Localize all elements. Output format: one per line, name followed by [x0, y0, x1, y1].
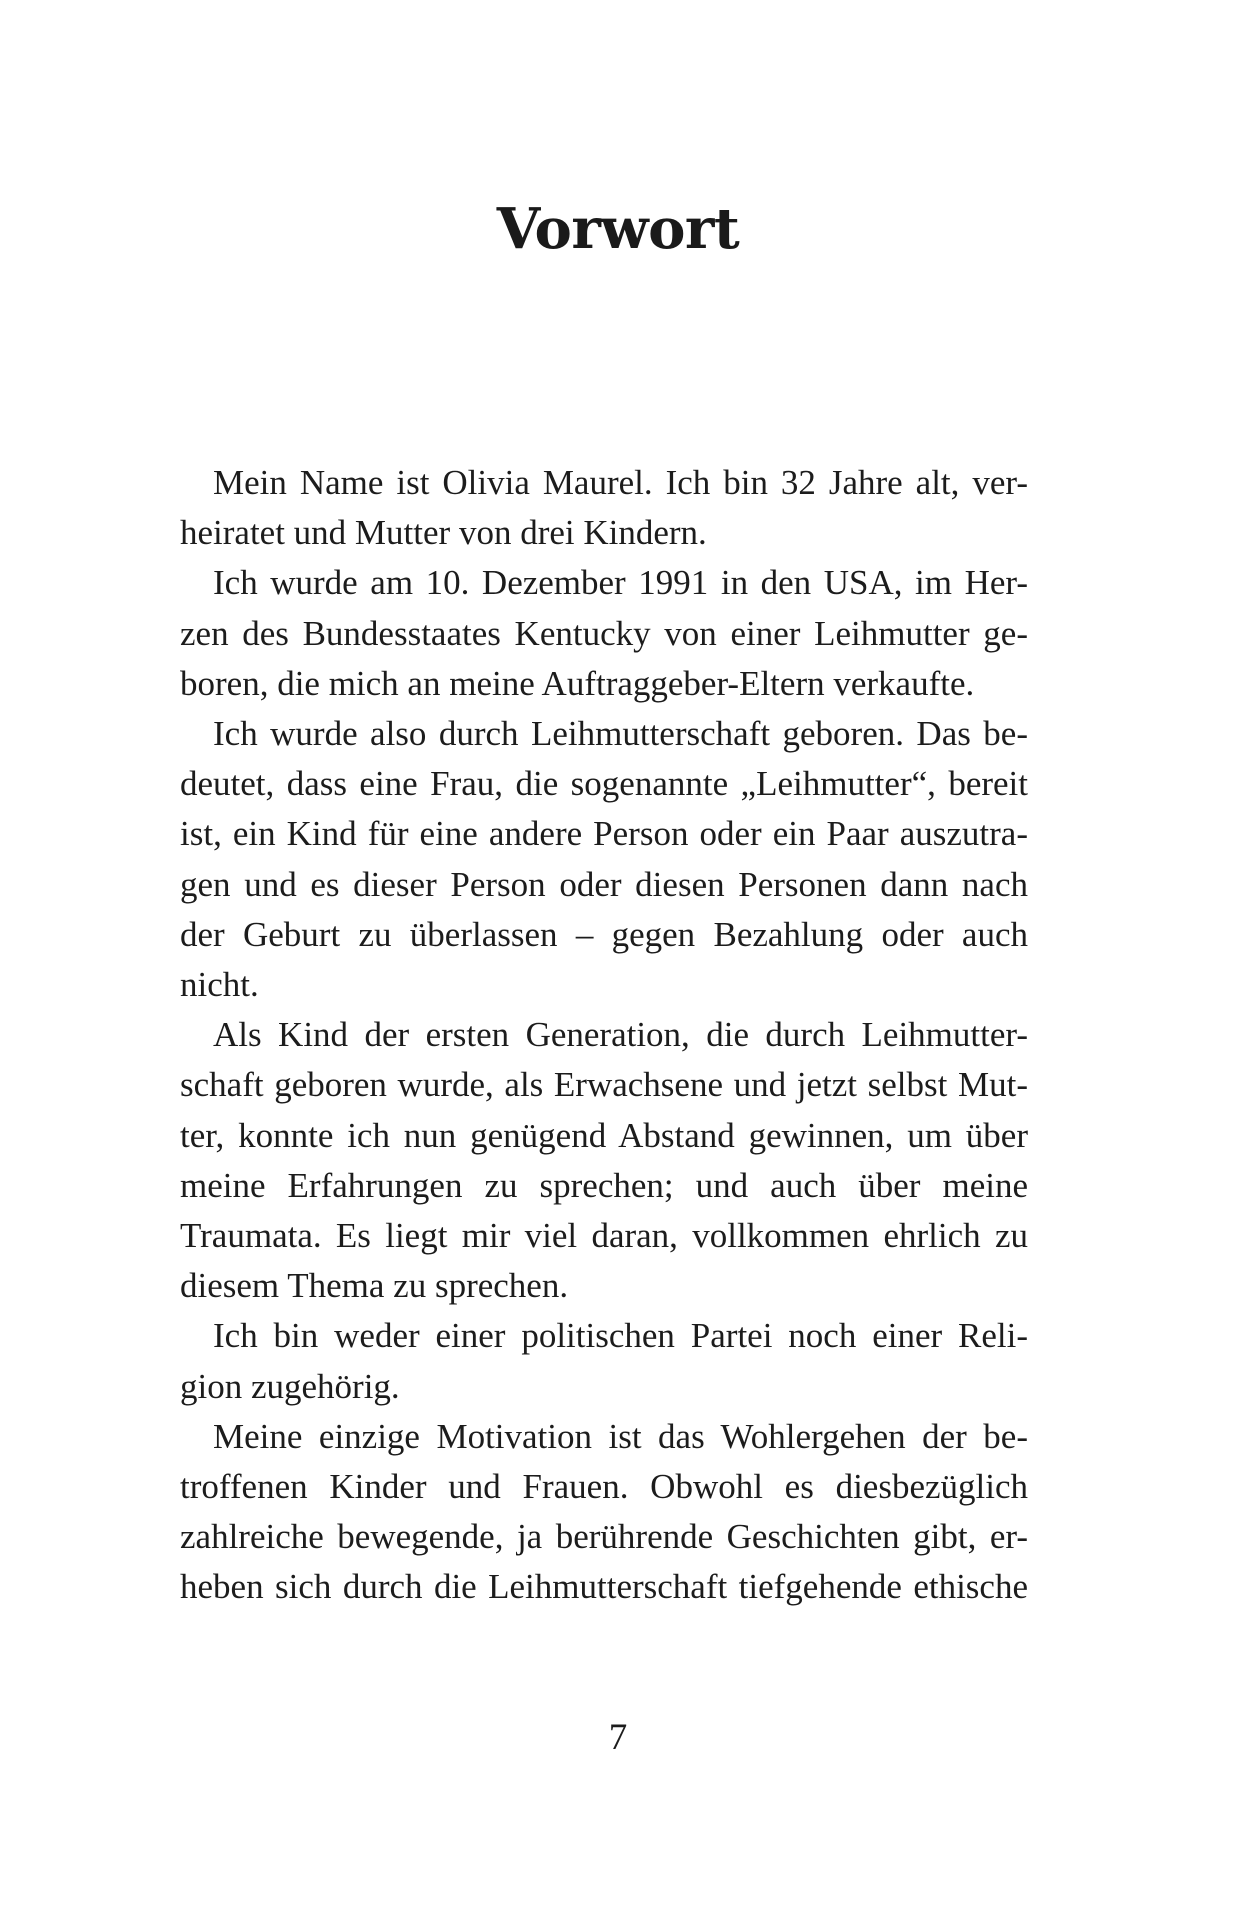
text-line: deutet, dass eine Frau, die sogenannte „Leihmutter“, bereit	[180, 764, 1028, 804]
text-line: heiratet und Mutter von drei Kindern.	[180, 513, 707, 553]
paragraph-2	[180, 558, 1028, 709]
paragraph-6	[180, 1412, 1028, 1613]
text-line: Meine einzige Motivation ist das Wohlergehen der be-	[213, 1416, 1028, 1456]
chapter-title: Vorwort	[496, 196, 740, 262]
text-line: diesem Thema zu sprechen.	[180, 1266, 569, 1306]
text-line: Ich bin weder einer politischen Partei noch einer Reli-	[213, 1316, 1028, 1356]
text-line: zen des Bundesstaates Kentucky von einer Leihmutter ge-	[180, 613, 1028, 653]
text-line: schaft geboren wurde, als Erwachsene und jetzt selbst Mut-	[180, 1065, 1028, 1105]
paragraph-5	[180, 1311, 1028, 1411]
text-line: ist, ein Kind für eine andere Person oder ein Paar auszutra-	[180, 814, 1028, 854]
paragraph-3	[180, 709, 1028, 1010]
text-line: Ich wurde also durch Leihmutterschaft geboren. Das be-	[213, 714, 1028, 754]
text-line: ter, konnte ich nun genügend Abstand gewinnen, um über	[180, 1115, 1028, 1155]
text-line: Traumata. Es liegt mir viel daran, vollkommen ehrlich zu	[180, 1216, 1028, 1256]
text-line: nicht.	[180, 965, 259, 1005]
text-line: boren, die mich an meine Auftraggeber-Eltern verkaufte.	[180, 663, 975, 703]
text-line: Ich wurde am 10. Dezember 1991 in den USA, im Her-	[213, 563, 1028, 603]
text-line: der Geburt zu überlassen – gegen Bezahlung oder auch	[180, 914, 1028, 954]
paragraph-4	[180, 1010, 1028, 1311]
paragraph-1	[180, 458, 1028, 558]
text-line: zahlreiche bewegende, ja berührende Geschichten gibt, er-	[180, 1517, 1028, 1557]
text-line: heben sich durch die Leihmutterschaft tiefgehende ethische	[180, 1567, 1028, 1607]
text-line: gion zugehörig.	[180, 1366, 400, 1406]
text-line: troffenen Kinder und Frauen. Obwohl es diesbezüglich	[180, 1467, 1028, 1507]
text-line: gen und es dieser Person oder diesen Personen dann nach	[180, 864, 1028, 904]
body-text	[180, 458, 1028, 1613]
page-number: 7	[608, 1717, 628, 1758]
text-line: Mein Name ist Olivia Maurel. Ich bin 32 Jahre alt, ver-	[213, 463, 1028, 502]
text-line: Als Kind der ersten Generation, die durch Leihmutter-	[213, 1015, 1028, 1055]
text-line: meine Erfahrungen zu sprechen; und auch über meine	[180, 1165, 1028, 1205]
